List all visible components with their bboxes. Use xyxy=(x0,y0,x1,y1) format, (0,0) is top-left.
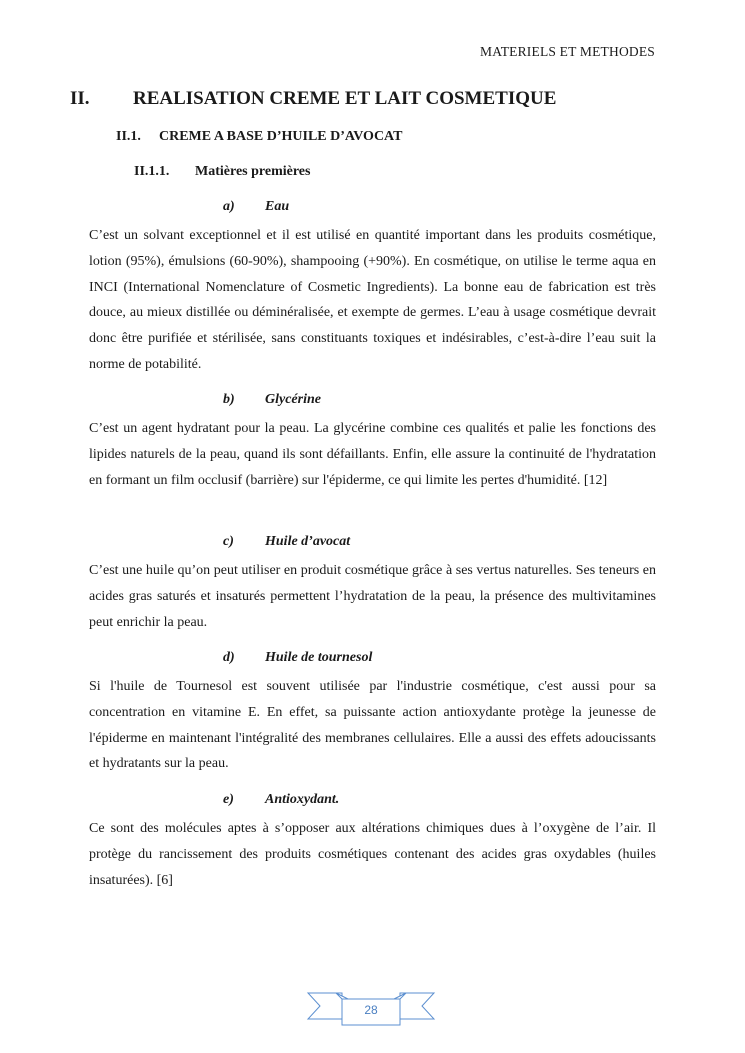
heading-3-title: Matières premières xyxy=(195,164,311,179)
section-paragraph: C’est une huile qu’on peut utiliser en produit cosmétique grâce à ses vertus naturelles. Ses teneurs en acides gras saturés et insaturés permettent l’hydratation de la peau, la présence des multivitamines peut enrichir la peau. xyxy=(89,563,656,630)
heading-2-number: II.1. xyxy=(116,129,141,144)
subheading-title: Glycérine xyxy=(265,392,321,407)
heading-2-title: CREME A BASE D’HUILE D’AVOCAT xyxy=(159,129,403,144)
subheading-title: Huile d’avocat xyxy=(265,534,351,549)
page-footer xyxy=(306,989,436,1029)
section-antioxydant xyxy=(89,792,656,893)
section-glycerine xyxy=(89,392,656,493)
subheading xyxy=(89,650,656,670)
section-paragraph: Ce sont des molécules aptes à s’opposer aux altérations chimiques dues à l’oxygène de l’air. Il protège du rancissement des produits cosmétiques contenant des acides gras oxydables (huiles insaturées). [6] xyxy=(89,821,656,888)
section-paragraph: Si l'huile de Tournesol est souvent utilisée par l'industrie cosmétique, c'est aussi pour sa concentration en vitamine E. En effet, sa puissante action antioxydante protège la jeunesse de l'épiderme en maintenant l'intégralité des membranes cellulaires. Elle a aussi des effets adoucissants et hydratants sur la peau. xyxy=(89,679,656,772)
subheading-title: Huile de tournesol xyxy=(265,650,373,665)
subheading-letter: c) xyxy=(223,534,234,549)
subheading-title: Eau xyxy=(265,199,290,214)
heading-3-number: II.1.1. xyxy=(134,164,170,179)
subheading-letter: a) xyxy=(223,199,235,214)
subheading xyxy=(89,199,656,219)
heading-1-number: II. xyxy=(70,88,90,109)
subheading xyxy=(89,792,656,812)
subheading-title: Antioxydant. xyxy=(265,792,340,807)
page-number: 28 xyxy=(364,1003,378,1017)
section-huile-avocat xyxy=(89,534,656,635)
heading-1-title: REALISATION CREME ET LAIT COSMETIQUE xyxy=(133,88,557,109)
subheading-letter: e) xyxy=(223,792,234,807)
subheading-letter: b) xyxy=(223,392,235,407)
section-paragraph: C’est un solvant exceptionnel et il est utilisé en quantité important dans les produits cosmétique, lotion (95%), émulsions (60-90%), shampooing (+90%). En cosmétique, on utilise le terme aqua en INCI (International Nomenclature of Cosmetic Ingredients). La bonne eau de fabrication est très douce, au mieux distillée ou déminéralisée, et exempte de germes. L’eau à usage cosmétique devrait donc être purifiée et stérilisée, sans constituants toxiques et indésirables, c’est-à-dire l’eau suit la norme de potabilité. xyxy=(89,228,656,372)
running-header: MATERIELS ET METHODES xyxy=(480,44,655,59)
subheading xyxy=(89,534,656,554)
subheading xyxy=(89,392,656,412)
section-huile-tournesol xyxy=(89,650,656,777)
section-eau xyxy=(89,199,656,378)
subheading-letter: d) xyxy=(223,650,235,665)
section-paragraph: C’est un agent hydratant pour la peau. La glycérine combine ces qualités et palie les fonctions des lipides naturels de la peau, quand ils sont défaillants. Enfin, elle assure la continuité de l'hydratation en formant un film occlusif (barrière) sur l'épiderme, ce qui limite les pertes d'humidité. [12] xyxy=(89,421,656,488)
